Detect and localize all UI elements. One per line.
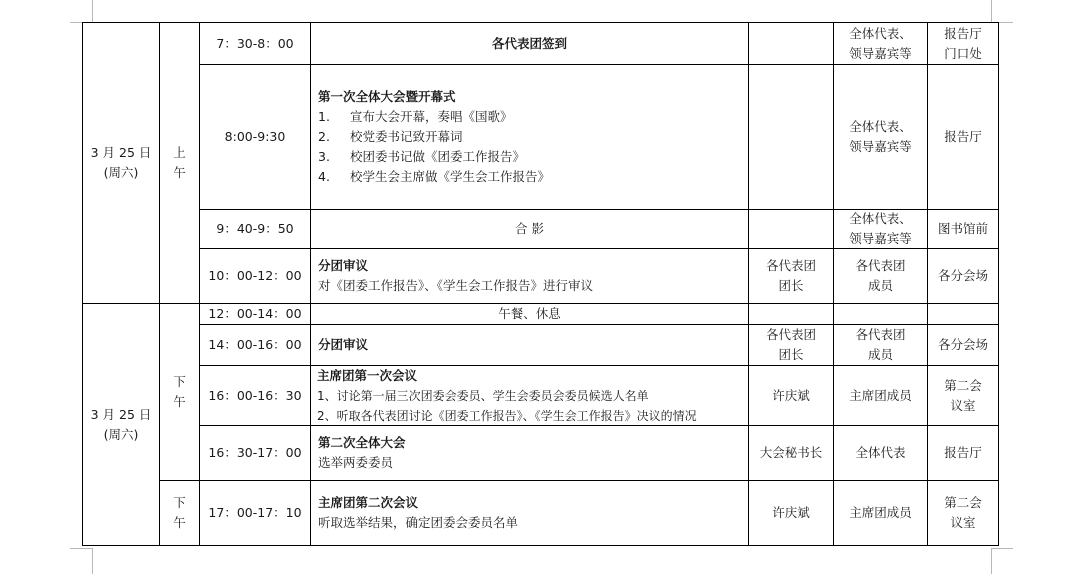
time-cell: 9：40-9：50: [216, 221, 294, 236]
attendees-text: 全体代表、领导嘉宾等: [849, 211, 912, 246]
period-cell: [160, 481, 199, 545]
location-cell: [928, 481, 998, 545]
attendees-cell: [834, 249, 927, 303]
location-cell: 各分会场: [937, 337, 988, 352]
list-item: 4. 校学生会主席做《学生会工作报告》: [318, 169, 551, 184]
agenda-cell: [311, 366, 748, 425]
crop-mark: [92, 548, 93, 574]
period-label: 下午: [173, 495, 186, 530]
lead-cell: 许庆斌: [772, 505, 810, 520]
list-item: 2. 校党委书记致开幕词: [318, 129, 463, 144]
agenda-title: 主席团第一次会议: [317, 367, 418, 383]
agenda-detail: 1、讨论第一届三次团委会委员、学生会委员会委员候选人名单: [317, 388, 649, 403]
crop-mark: [70, 548, 92, 549]
agenda-title: 分团审议: [318, 258, 369, 273]
attendees-text: 全体代表、领导嘉宾等: [849, 119, 912, 154]
attendees-cell: 主席团成员: [849, 505, 912, 520]
lead-cell: [749, 210, 833, 248]
list-item: 3. 校团委书记做《团委工作报告》: [318, 149, 526, 164]
attendees-cell: [834, 325, 927, 365]
attendees-cell: 主席团成员: [849, 387, 912, 403]
agenda-detail: 选举两委委员: [318, 455, 394, 470]
lead-text: 各代表团团长: [765, 258, 816, 293]
date-cell: [83, 304, 159, 545]
agenda-detail: 听取选举结果，确定团委会委员名单: [318, 515, 519, 530]
list-item: 1. 宣布大会开幕，奏唱《国歌》: [318, 109, 513, 124]
attendees-text: 各代表团成员: [855, 327, 906, 362]
time-cell: 17：00-17：10: [208, 505, 302, 520]
agenda-cell: [311, 249, 748, 303]
time-cell: 10：00-12：00: [208, 268, 302, 283]
location-cell: 各分会场: [937, 268, 988, 283]
agenda-title: 午餐、休息: [498, 306, 561, 321]
attendees-cell: [834, 304, 927, 324]
lead-cell: 许庆斌: [772, 387, 810, 403]
agenda-cell: [311, 65, 748, 209]
agenda-cell: [311, 426, 748, 480]
lead-cell: [749, 325, 833, 365]
period-label: 下午: [173, 374, 186, 409]
attendees-text: 各代表团成员: [855, 258, 906, 293]
time-cell: 8:00-9:30: [224, 129, 286, 144]
weekday-text: (周六): [103, 426, 139, 442]
location-cell: [928, 23, 998, 64]
time-cell: 12：00-14：00: [208, 306, 302, 321]
location-cell: 报告厅: [944, 445, 982, 460]
agenda-title: 合 影: [515, 221, 544, 236]
lead-cell: [749, 304, 833, 324]
location-text: 报告厅门口处: [944, 25, 982, 61]
agenda-detail: 2、听取各代表团讨论《团委工作报告》、《学生会工作报告》决议的情况: [317, 408, 697, 423]
agenda-detail: 对《团委工作报告》、《学生会工作报告》进行审议: [318, 278, 594, 293]
location-cell: [928, 304, 998, 324]
crop-mark: [991, 0, 992, 22]
lead-cell: [749, 23, 833, 64]
lead-text: 各代表团团长: [765, 327, 816, 362]
time-cell: 16：00-16：30: [208, 387, 302, 403]
location-text: 第二会议室: [944, 495, 982, 530]
location-cell: 图书馆前: [937, 221, 988, 236]
crop-mark: [92, 0, 93, 22]
attendees-text: 全体代表、领导嘉宾等: [849, 25, 912, 61]
crop-mark: [991, 548, 992, 574]
agenda-title: 分团审议: [318, 337, 369, 352]
weekday-text: (周六): [103, 165, 139, 180]
agenda-title: 第一次全体大会暨开幕式: [318, 89, 456, 104]
lead-cell: [749, 65, 833, 209]
time-cell: 16：30-17：00: [208, 445, 302, 460]
agenda-title: 各代表团签到: [491, 35, 567, 51]
attendees-cell: [834, 210, 927, 248]
period-cell: [160, 23, 199, 303]
date-text: 3 月 25 日: [90, 406, 152, 422]
attendees-cell: [834, 23, 927, 64]
period-label: 上午: [173, 145, 186, 180]
location-cell: [928, 366, 998, 425]
time-cell: 7：30-8：00: [216, 35, 294, 51]
agenda-cell: [311, 481, 748, 545]
crop-mark: [991, 548, 1013, 549]
time-cell: 14：00-16：00: [208, 337, 302, 352]
period-cell: [160, 304, 199, 480]
agenda-cell: [311, 325, 748, 365]
attendees-cell: [834, 65, 927, 209]
date-cell: [83, 23, 159, 303]
attendees-cell: 全体代表: [855, 445, 906, 460]
agenda-title: 第二次全体大会: [318, 435, 406, 450]
location-cell: 报告厅: [944, 129, 982, 144]
agenda-title: 主席团第二次会议: [318, 495, 419, 510]
location-text: 第二会议室: [944, 377, 982, 413]
lead-cell: 大会秘书长: [759, 445, 823, 460]
lead-cell: [749, 249, 833, 303]
date-text: 3 月 25 日: [90, 145, 152, 160]
